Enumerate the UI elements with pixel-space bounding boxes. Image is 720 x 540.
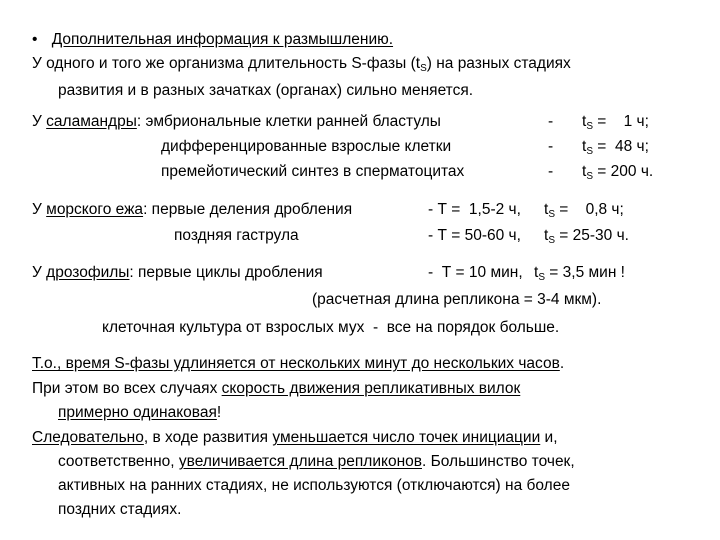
text: . Большинство точек, (421, 453, 575, 470)
text: При этом во всех случаях (32, 380, 222, 397)
conclusion-line-7: поздних стадиях. (58, 501, 182, 518)
value: = 3,5 мин ! (544, 264, 625, 281)
salamander-value-2 (582, 139, 649, 155)
t-symbol: t (544, 227, 549, 244)
value: = 200 ч. (592, 163, 654, 180)
subscript-s: S (586, 171, 593, 182)
urchin-T-2: - Т = 50-60 ч, (428, 227, 521, 244)
salamander-dash-1: - (548, 113, 554, 130)
subscript-s: S (548, 235, 555, 246)
salamander-value-3 (582, 164, 653, 180)
subscript-s: S (586, 121, 593, 132)
urchin-T-1: - Т = 1,5-2 ч, (428, 201, 521, 218)
t-symbol: t (582, 138, 587, 155)
organism-name: саламандры (46, 113, 137, 130)
period: . (559, 355, 565, 372)
intro-text-end: ) на разных стадиях (426, 55, 571, 72)
prefix: У (32, 264, 47, 281)
t-symbol: t (544, 201, 549, 218)
drosophila-value (534, 265, 625, 281)
prefix: У (32, 113, 47, 130)
intro-line-1 (32, 56, 571, 72)
intro-text: У одного и того же организма длительность S-фазы (t (32, 55, 421, 72)
conclusion-line-2 (32, 381, 520, 397)
section-title: Дополнительная информация к размышлению. (51, 31, 394, 48)
replicon-length: (расчетная длина репликона = 3-4 мкм). (312, 291, 602, 308)
value: = 1 ч; (592, 113, 649, 130)
underlined-text: увеличивается длина репликонов (178, 453, 422, 470)
organism-name: морского ежа (46, 201, 144, 218)
organism-name: дрозофилы (46, 264, 130, 281)
subscript-s: S (538, 272, 545, 283)
underlined-text: примерно одинаковая (58, 404, 217, 421)
t-symbol: t (534, 264, 539, 281)
salamander-row-3-label: премейотический синтез в сперматоцитах (161, 163, 465, 180)
salamander-row-1 (32, 114, 441, 130)
conclusion-line-6: активных на ранних стадиях, не используются (отключаются) на более (58, 477, 570, 494)
conclusion-line-1 (32, 356, 564, 372)
t-symbol: t (582, 113, 587, 130)
row-label: : первые деления дробления (143, 201, 353, 218)
conclusion-text: Т.о., время S-фазы удлиняется от нескольких минут до нескольких часов (32, 355, 560, 372)
text: , в ходе развития (143, 429, 273, 446)
exclamation: ! (216, 404, 222, 421)
underlined-text: скорость движения репликативных вилок (221, 380, 521, 397)
cell-culture-line: клеточная культура от взрослых мух - все на порядок больше. (102, 319, 560, 336)
value: = 48 ч; (592, 138, 649, 155)
salamander-row-2-label: дифференцированные взрослые клетки (161, 138, 452, 155)
underlined-text: уменьшается число точек инициации (272, 429, 541, 446)
row-label: : первые циклы дробления (129, 264, 323, 281)
conclusion-line-3 (58, 405, 221, 421)
drosophila-T: - Т = 10 мин, (428, 264, 523, 281)
t-symbol: t (582, 163, 587, 180)
salamander-dash-2: - (548, 138, 554, 155)
value: = 25-30 ч. (554, 227, 629, 244)
underlined-text: Следовательно (32, 429, 144, 446)
drosophila-row-1 (32, 265, 323, 281)
subscript-s: S (586, 146, 593, 157)
subscript-s: S (548, 209, 555, 220)
salamander-dash-3: - (548, 163, 554, 180)
conclusion-line-5 (58, 454, 575, 470)
urchin-row-1 (32, 202, 352, 218)
intro-line-2: развития и в разных зачатках (органах) сильно меняется. (58, 82, 474, 99)
urchin-row-2-label: поздняя гаструла (174, 227, 299, 244)
title-line (32, 32, 393, 48)
text: и, (540, 429, 558, 446)
subscript-s: S (420, 63, 427, 74)
salamander-value-1 (582, 114, 649, 130)
value: = 0,8 ч; (554, 201, 624, 218)
prefix: У (32, 201, 47, 218)
bullet: • (32, 31, 38, 48)
text: соответственно, (58, 453, 179, 470)
row-label: : эмбриональные клетки ранней бластулы (136, 113, 441, 130)
urchin-value-1 (544, 202, 624, 218)
urchin-value-2 (544, 228, 629, 244)
conclusion-line-4 (32, 430, 558, 446)
